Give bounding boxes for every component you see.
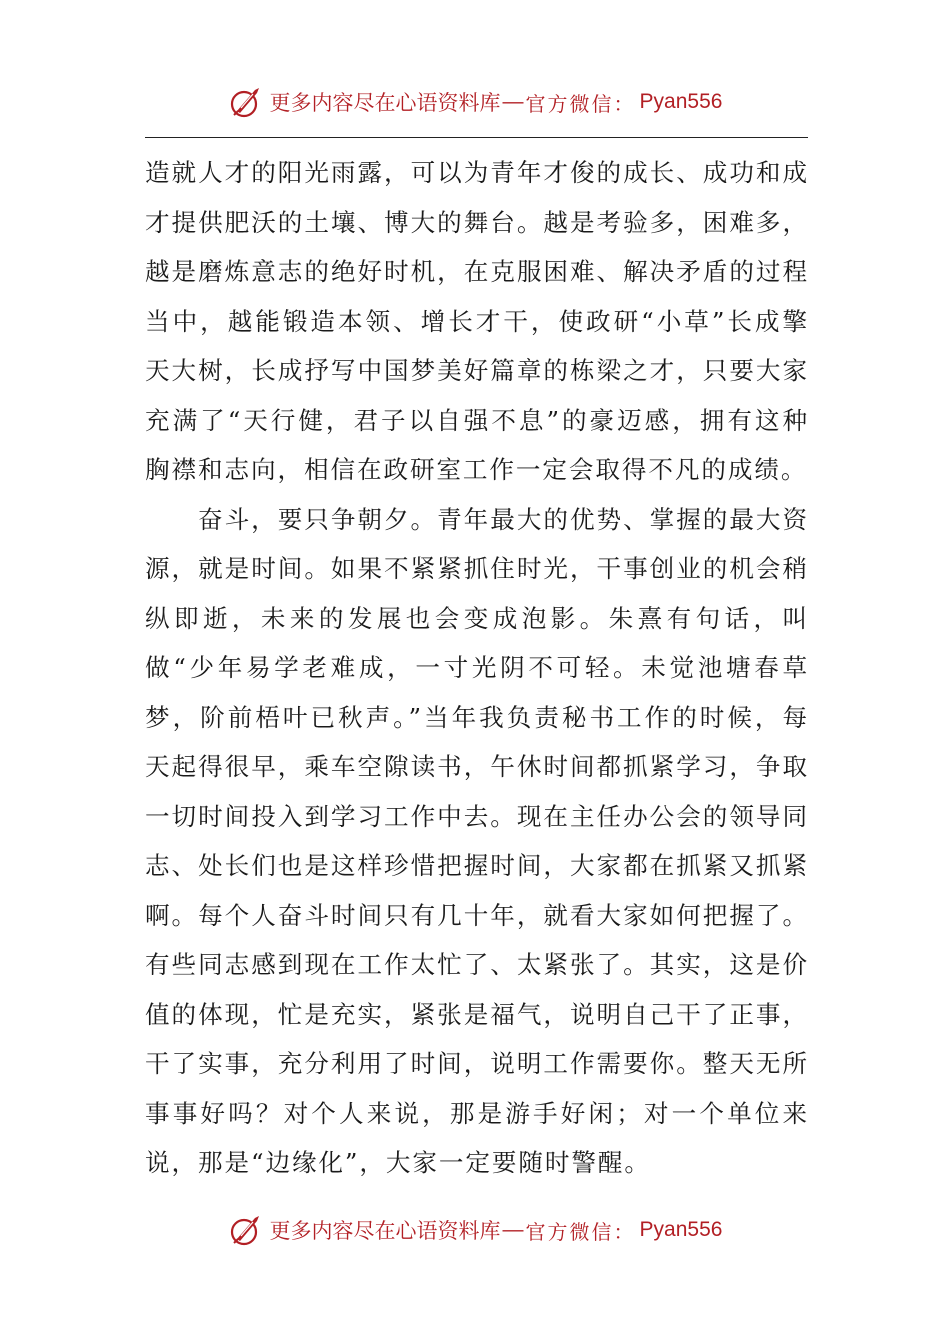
footer-banner — [0, 1208, 950, 1252]
header-brand-text: 更多内容尽在心语资料库 — [269, 91, 501, 115]
header-dash: — — [502, 90, 524, 113]
header-divider — [145, 137, 808, 138]
header-wechat-id: Pyan556 — [639, 90, 723, 113]
footer-dash: — — [502, 1218, 524, 1241]
quill-pen-logo-icon — [228, 84, 264, 120]
paragraph-1: 造就人才的阳光雨露，可以为青年才俊的成长、成功和成才提供肥沃的土壤、博大的舞台。越是考验多，困难多，越是磨炼意志的绝好时机，在克服困难、解决矛盾的过程当中，越能锻造本领、增长才干，使政研“小草”长成擎天大树，长成抒写中国梦美好篇章的栋梁之才，只要大家充满了“天行健，君子以自强不息”的豪迈感，拥有这种胸襟和志向，相信在政研室工作一定会取得不凡的成绩。 — [145, 158, 809, 484]
footer-wechat-id: Pyan556 — [639, 1218, 723, 1241]
document-body — [145, 148, 809, 1188]
quill-pen-logo-icon — [228, 1212, 264, 1248]
header-official-label: 官方微信： — [525, 91, 636, 116]
paragraph-2: 奋斗，要只争朝夕。青年最大的优势、掌握的最大资源，就是时间。如果不紧紧抓住时光，干事创业的机会稍纵即逝，未来的发展也会变成泡影。朱熹有句话，叫做“少年易学老难成，一寸光阴不可轻。未觉池塘春草梦，阶前梧叶已秋声。”当年我负责秘书工作的时候，每天起得很早，乘车空隙读书，午休时间都抓紧学习，争取一切时间投入到学习工作中去。现在主任办公会的领导同志、处长们也是这样珍惜把握时间，大家都在抓紧又抓紧啊。每个人奋斗时间只有几十年，就看大家如何把握了。有些同志感到现在工作太忙了、太紧张了。其实，这是价值的体现，忙是充实，紧张是福气，说明自己干了正事，干了实事，充分利用了时间，说明工作需要你。整天无所事事好吗？对个人来说，那是游手好闲；对一个单位来说，那是“边缘化”，大家一定要随时警醒。 — [145, 504, 809, 1177]
footer-official-label: 官方微信： — [525, 1219, 636, 1244]
footer-brand-text: 更多内容尽在心语资料库 — [269, 1219, 501, 1243]
header-banner — [0, 80, 950, 124]
